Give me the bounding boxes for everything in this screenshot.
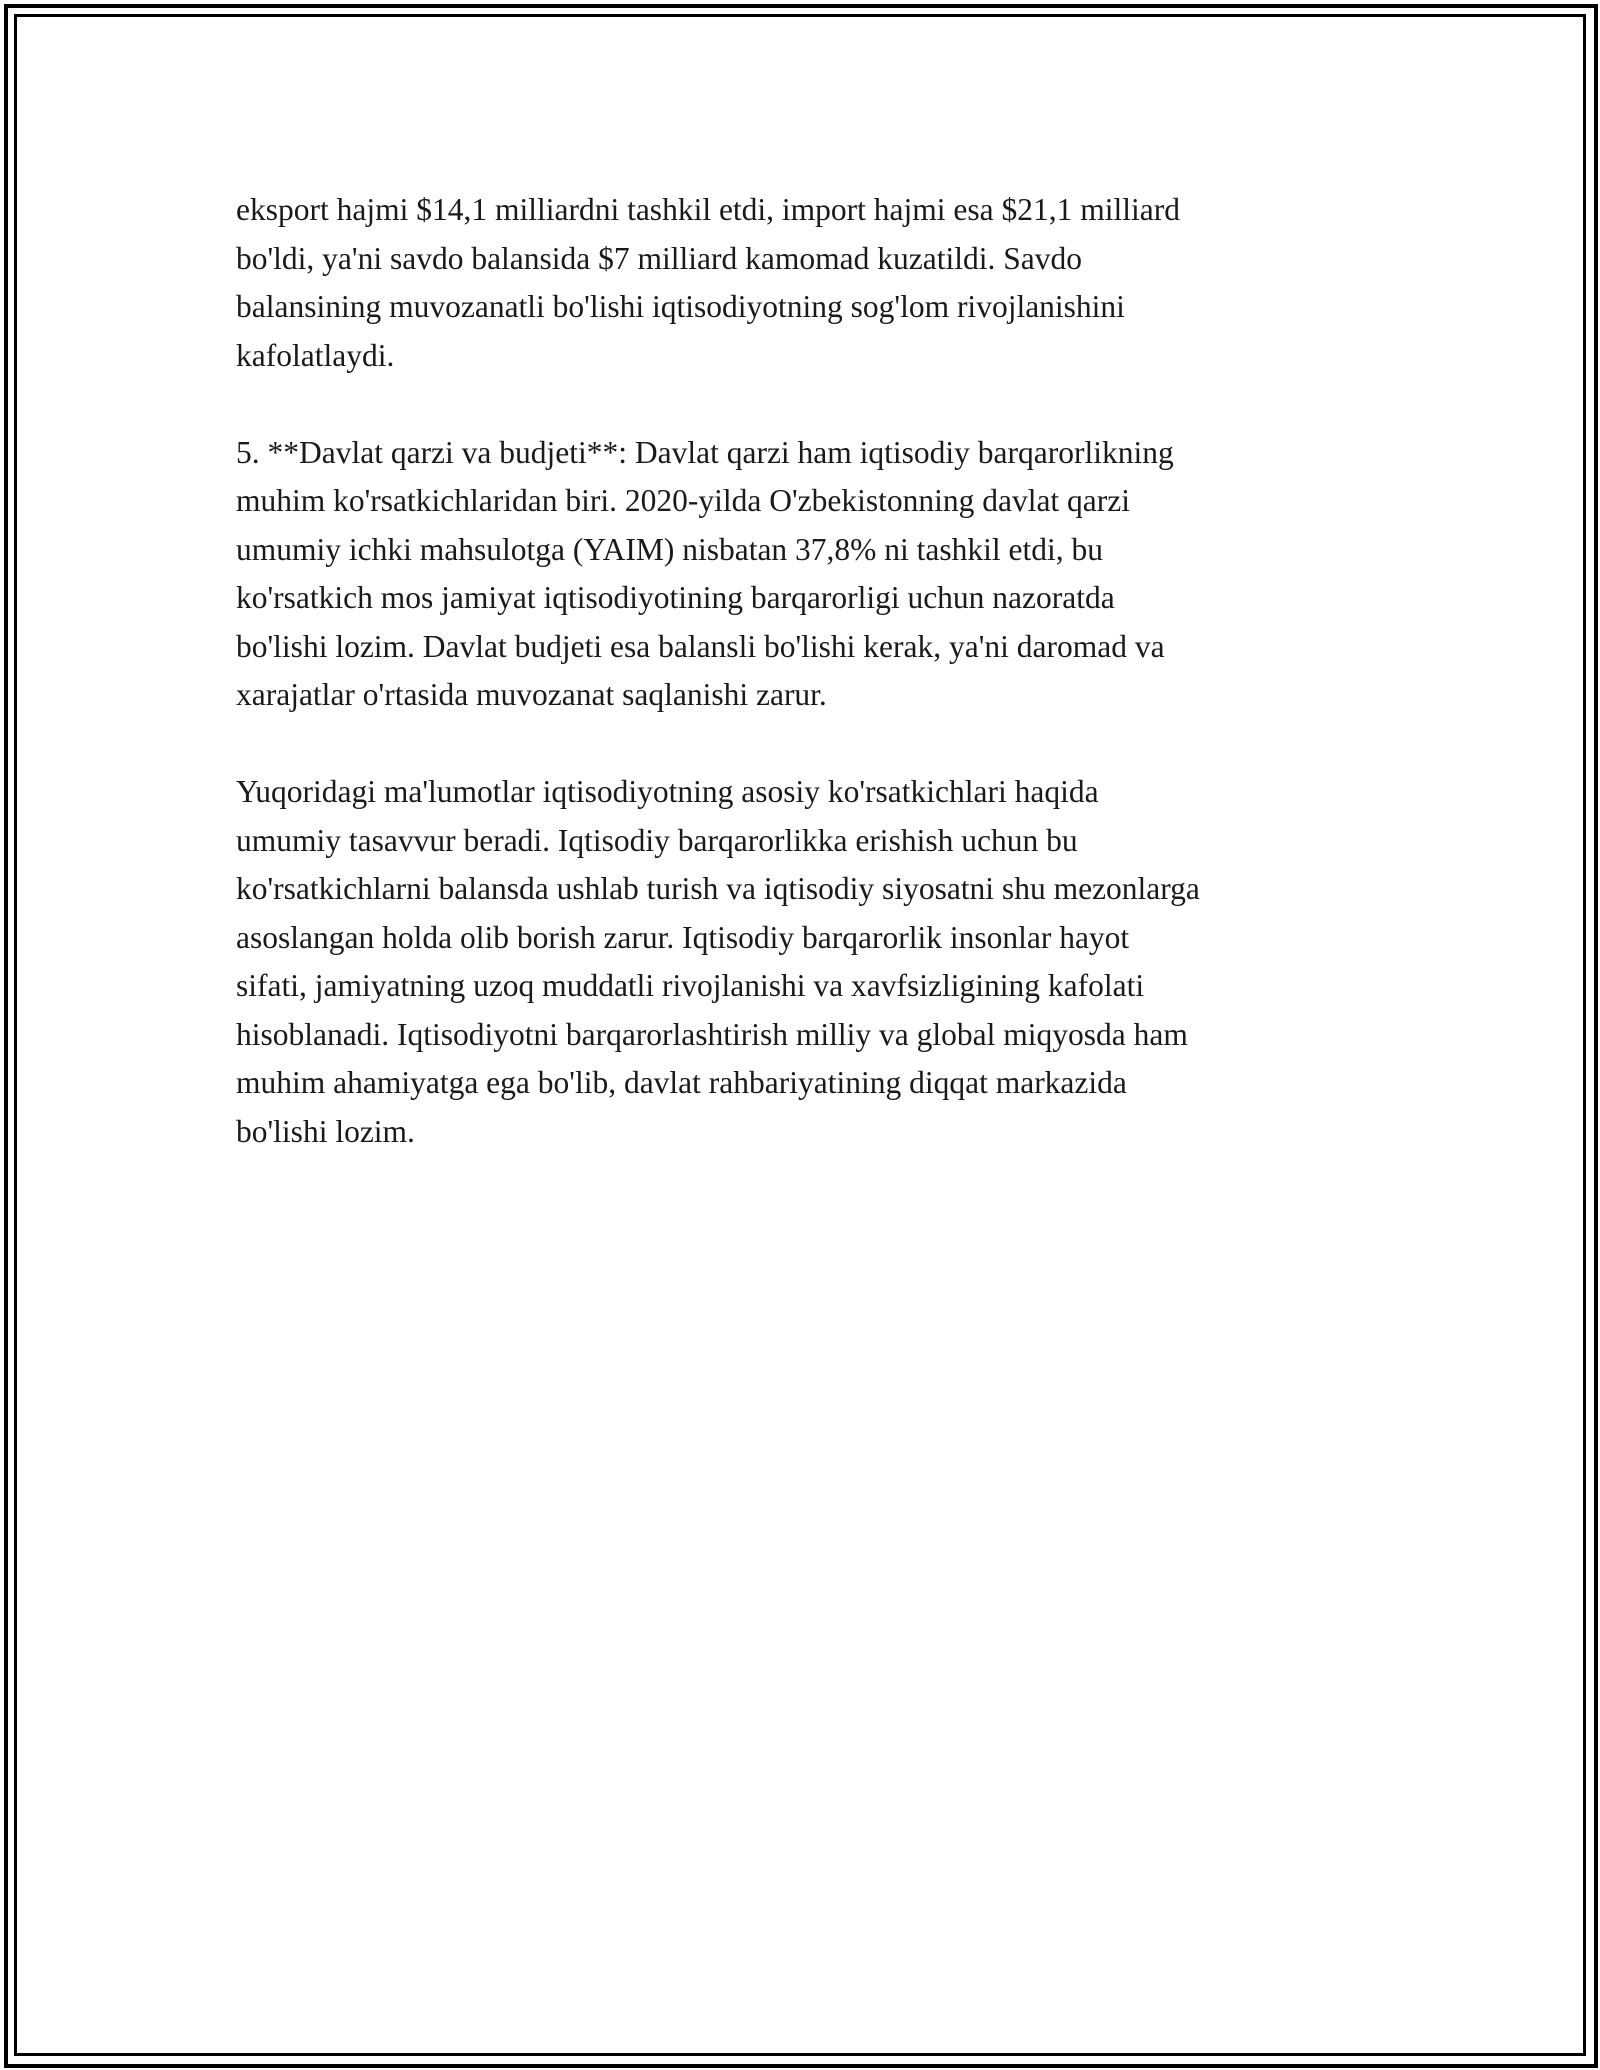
- text-line: sifati, jamiyatning uzoq muddatli rivojlanishi va xavfsizligining kafolati: [236, 968, 1145, 1003]
- text-line: bo'lishi lozim. Davlat budjeti esa balansli bo'lishi kerak, ya'ni daromad va: [236, 628, 1165, 664]
- paragraph-trade-balance: [236, 186, 1376, 380]
- text-line: kafolatlaydi.: [236, 337, 395, 373]
- text-line: umumiy tasavvur beradi. Iqtisodiy barqarorlikka erishish uchun bu: [236, 822, 1078, 858]
- paragraph-conclusion: [236, 768, 1376, 1156]
- paragraph-state-debt-budget: [236, 429, 1376, 720]
- text-line: bo'ldi, ya'ni savdo balansida $7 milliard kamomad kuzatildi. Savdo: [236, 240, 1082, 276]
- text-line: ko'rsatkich mos jamiyat iqtisodiyotining barqarorligi uchun nazoratda: [236, 580, 1115, 615]
- text-line: Yuqoridagi ma'lumotlar iqtisodiyotning asosiy ko'rsatkichlari haqida: [236, 774, 1099, 809]
- document-body: [236, 186, 1376, 1205]
- text-line: xarajatlar o'rtasida muvozanat saqlanishi zarur.: [236, 677, 827, 712]
- text-line: ko'rsatkichlarni balansda ushlab turish va iqtisodiy siyosatni shu mezonlarga: [236, 871, 1200, 906]
- text-line: hisoblanadi. Iqtisodiyotni barqarorlashtirish milliy va global miqyosda ham: [236, 1016, 1188, 1052]
- text-line: muhim ko'rsatkichlaridan biri. 2020-yilda O'zbekistonning davlat qarzi: [236, 483, 1131, 518]
- text-line: bo'lishi lozim.: [236, 1113, 415, 1149]
- text-line: 5. **Davlat qarzi va budjeti**: Davlat qarzi ham iqtisodiy barqarorlikning: [236, 434, 1174, 470]
- text-line: umumiy ichki mahsulotga (YAIM) nisbatan 37,8% ni tashkil etdi, bu: [236, 531, 1104, 567]
- text-line: eksport hajmi $14,1 milliardni tashkil etdi, import hajmi esa $21,1 milliard: [236, 192, 1180, 227]
- text-line: muhim ahamiyatga ega bo'lib, davlat rahbariyatining diqqat markazida: [236, 1065, 1127, 1100]
- text-line: balansining muvozanatli bo'lishi iqtisodiyotning sog'lom rivojlanishini: [236, 289, 1125, 324]
- text-line: asoslangan holda olib borish zarur. Iqtisodiy barqarorlik insonlar hayot: [236, 919, 1130, 955]
